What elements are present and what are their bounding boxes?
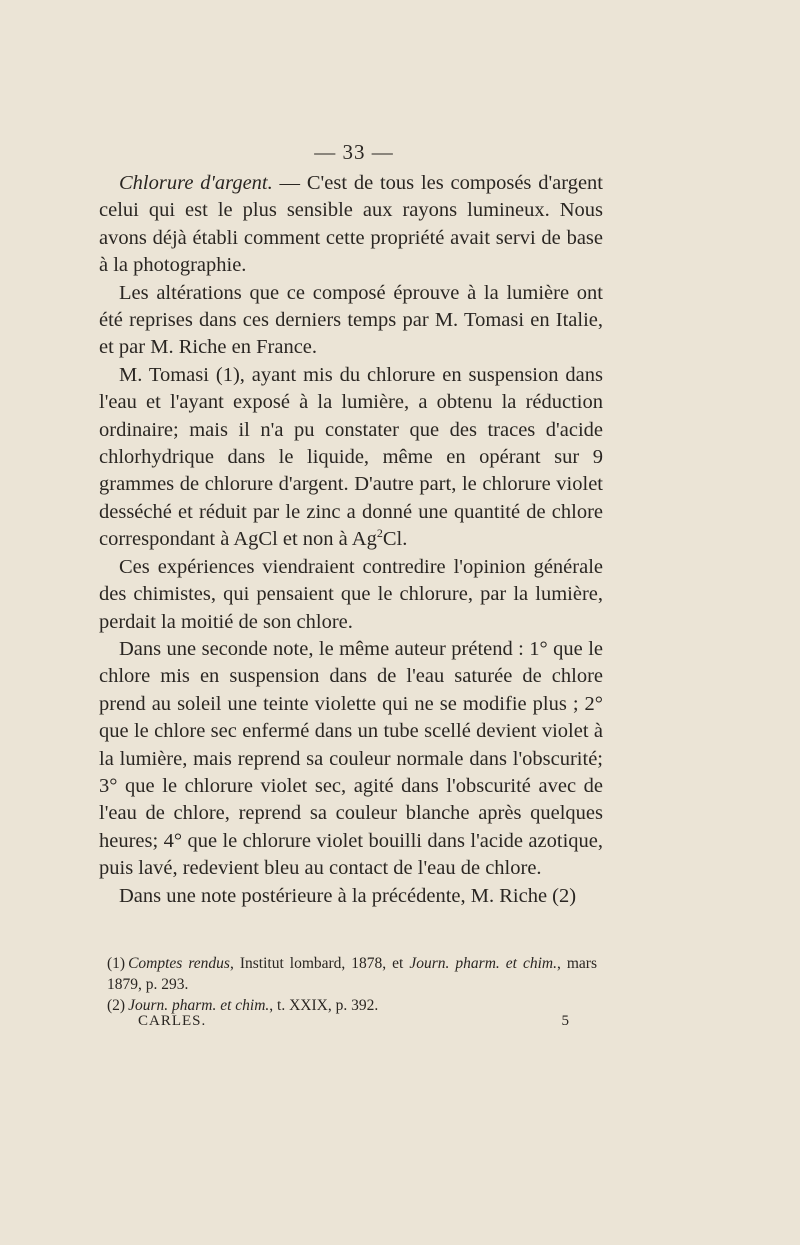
paragraph-tomasi bbox=[99, 362, 603, 554]
sheet-number: 5 bbox=[561, 1013, 570, 1029]
footnote-citation: Journ. pharm. et chim. bbox=[409, 955, 557, 972]
footnote-mark: (1) bbox=[107, 955, 126, 972]
footnote-text: , Institut lombard, 1878, et bbox=[229, 955, 410, 972]
footnote-text: , mars 1879, p. 293. bbox=[107, 955, 597, 993]
footnotes bbox=[107, 953, 597, 1016]
paragraph-riche: Dans une note postérieure à la précédente, M. Riche (2) bbox=[119, 884, 577, 907]
paragraph-chlorure bbox=[99, 170, 603, 280]
paragraph-seconde-note: Dans une seconde note, le même auteur prétend : 1° que le chlore mis en suspension dans de l'eau saturée de chlore prend au soleil une teinte violette qui ne se modifie plus ; 2° que le chlore sec enfermé dans un tube scellé devient violet à la lumière, mais reprend sa couleur normale dans l'obscurité; 3° que le chlorure violet sec, agité dans l'obscurité avec de l'eau de chlore, reprend sa couleur blanche après quelques heures; 4° que le chlorure violet bouilli dans l'acide azotique, puis lavé, redevient bleu au contact de l'eau de chlore. bbox=[99, 637, 603, 880]
paragraph-text: — C'est de tous les composés d'argent celui qui est le plus sensible aux rayons lumineux. Nous avons déjà établi comment cette propriété avait servi de base à la photographie. bbox=[99, 172, 603, 277]
body-text bbox=[99, 170, 603, 910]
author-signature: CARLES. bbox=[138, 1013, 207, 1029]
superscript: 2 bbox=[376, 526, 383, 541]
footnote-citation: Journ. pharm. et chim. bbox=[128, 997, 270, 1014]
page-number: — 33 — bbox=[314, 140, 394, 164]
footnote-mark: (2) bbox=[107, 997, 126, 1014]
paragraph-experiences: Ces expériences viendraient contredire l'opinion générale des chimistes, qui pensaient que le chlorure, par la lumière, perdait la moitié de son chlore. bbox=[99, 555, 603, 633]
footnote-citation: Comptes rendus bbox=[128, 955, 230, 972]
footnote-text: , t. XXIX, p. 392. bbox=[269, 997, 379, 1014]
paragraph-text: Cl. bbox=[382, 528, 408, 551]
footnote-1 bbox=[107, 953, 597, 995]
paragraph-text: M. Tomasi (1), ayant mis du chlorure en suspension dans l'eau et l'ayant exposé à la lumière, a obtenu la réduction ordinaire; mais il n'a pu constater que des traces d'acide chlorhydrique dans le liquide, même en opérant sur 9 grammes de chlorure d'argent. D'autre part, le chlorure violet desséché et réduit par le zinc a donné une quantité de chlore correspondant à AgCl et non à Ag bbox=[99, 363, 603, 551]
signature-line bbox=[138, 1013, 570, 1030]
paragraph-alterations: Les altérations que ce composé éprouve à la lumière ont été reprises dans ces derniers temps par M. Tomasi en Italie, et par M. Riche en France. bbox=[99, 281, 603, 359]
section-title: Chlorure d'argent. bbox=[119, 172, 273, 194]
